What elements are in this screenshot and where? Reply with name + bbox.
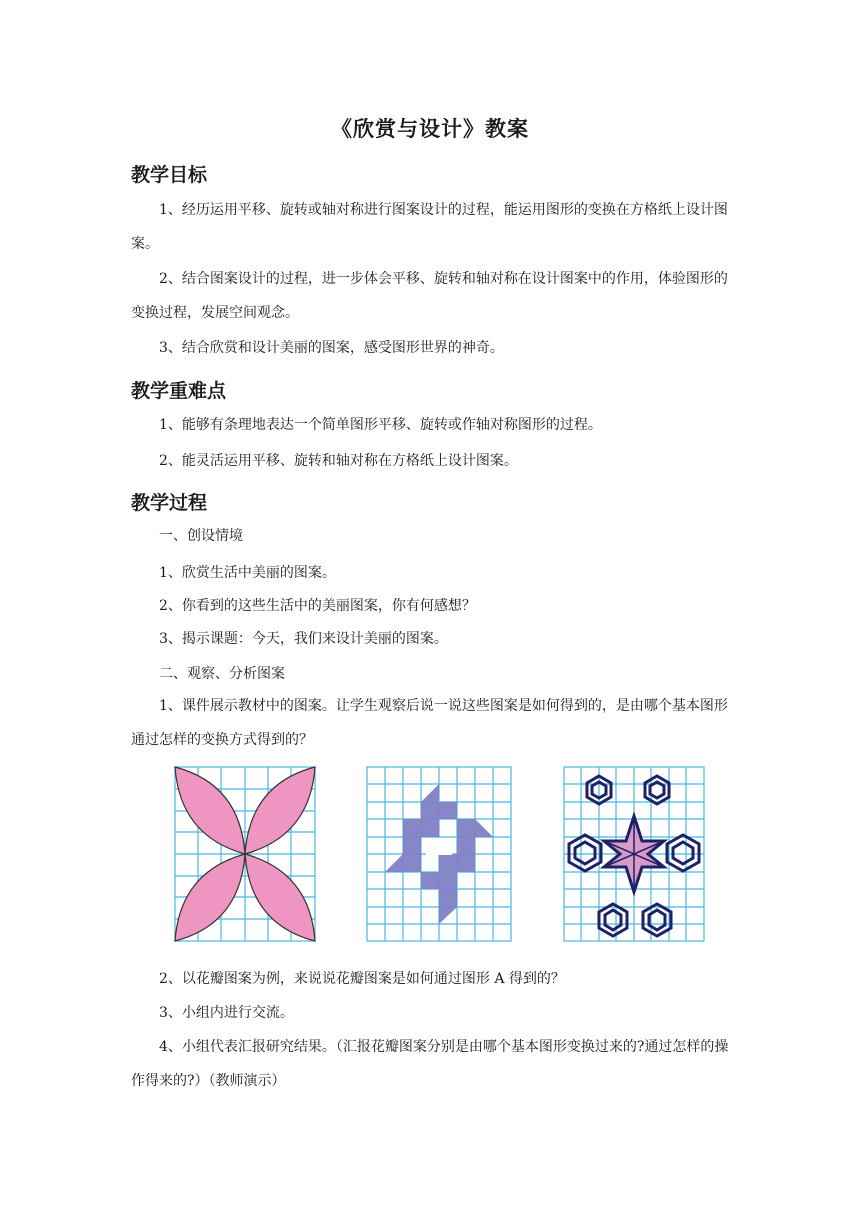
goal-item-1: 1、经历运用平移、旋转或轴对称进行图案设计的过程，能运用图形的变换在方格纸上设计图案。 [131,202,728,252]
process-item-2: 1、欣赏生活中美丽的图案。 [159,565,336,581]
process-item-1: 一、创设情境 [159,528,243,544]
goal-item-2: 2、结合图案设计的过程，进一步体会平移、旋转和轴对称在设计图案中的作用，体验图形的变换过程，发展空间观念。 [131,271,728,321]
page-title: 《欣赏与设计》教案 [331,117,529,141]
process-item-3: 2、你看到的这些生活中的美丽图案，你有何感想？ [159,598,476,614]
pinwheel-wing-bottom-1 [439,872,457,924]
pinwheel-wing-left-1 [385,854,421,872]
hexagon-bottom-left [599,904,627,936]
pinwheel-wing-top-1 [421,784,439,819]
pinwheel-center-2 [439,854,457,872]
petal-pattern-svg [174,766,316,942]
pinwheel-wing-top-2 [439,802,457,819]
hexagon-top-right [645,776,669,804]
pinwheel-center-hole [426,838,452,855]
process-item-5: 二、观察、分析图案 [159,666,285,682]
pinwheel-pattern-svg [366,766,512,942]
hexagon-pattern-svg [563,766,705,942]
pinwheel-center-1 [421,819,439,837]
process-item-4: 3、揭示课题：今天，我们来设计美丽的图案。 [159,631,448,647]
figure-pinwheel-pattern [366,766,512,942]
hexagon-left [569,835,601,871]
process-item-6: 1、课件展示教材中的图案。让学生观察后说一说这些图案是如何得到的，是由哪个基本图形通过怎样的变换方式得到的？ [131,698,728,748]
process-item-9: 4、小组代表汇报研究结果。（汇报花瓣图案分别是由哪个基本图形变换过来的?通过怎样的操作得来的?）（教师演示） [131,1039,729,1089]
figure-hexagon-pattern [563,766,705,942]
pinwheel-wing-right-2 [457,837,475,872]
process-item-7: 2、以花瓣图案为例，来说说花瓣图案是如何通过图形 A 得到的？ [159,971,565,987]
hexagon-bottom-right [643,904,671,936]
heading-goals: 教学目标 [131,164,208,186]
difficulty-item-2: 2、能灵活运用平移、旋转和轴对称在方格纸上设计图案。 [159,453,518,469]
heading-difficulties: 教学重难点 [131,380,227,402]
hexagon-right [667,835,699,871]
process-item-8: 3、小组内进行交流。 [159,1005,294,1021]
pinwheel-wing-bottom-2 [421,872,439,889]
difficulty-item-1: 1、能够有条理地表达一个简单图形平移、旋转或作轴对称图形的过程。 [159,417,602,433]
heading-process: 教学过程 [131,492,208,514]
pinwheel-wing-right-1 [457,819,493,837]
figure-petal-pattern [174,766,316,942]
pinwheel-wing-left-2 [403,819,421,854]
goal-item-3: 3、结合欣赏和设计美丽的图案，感受图形世界的神奇。 [159,340,504,356]
